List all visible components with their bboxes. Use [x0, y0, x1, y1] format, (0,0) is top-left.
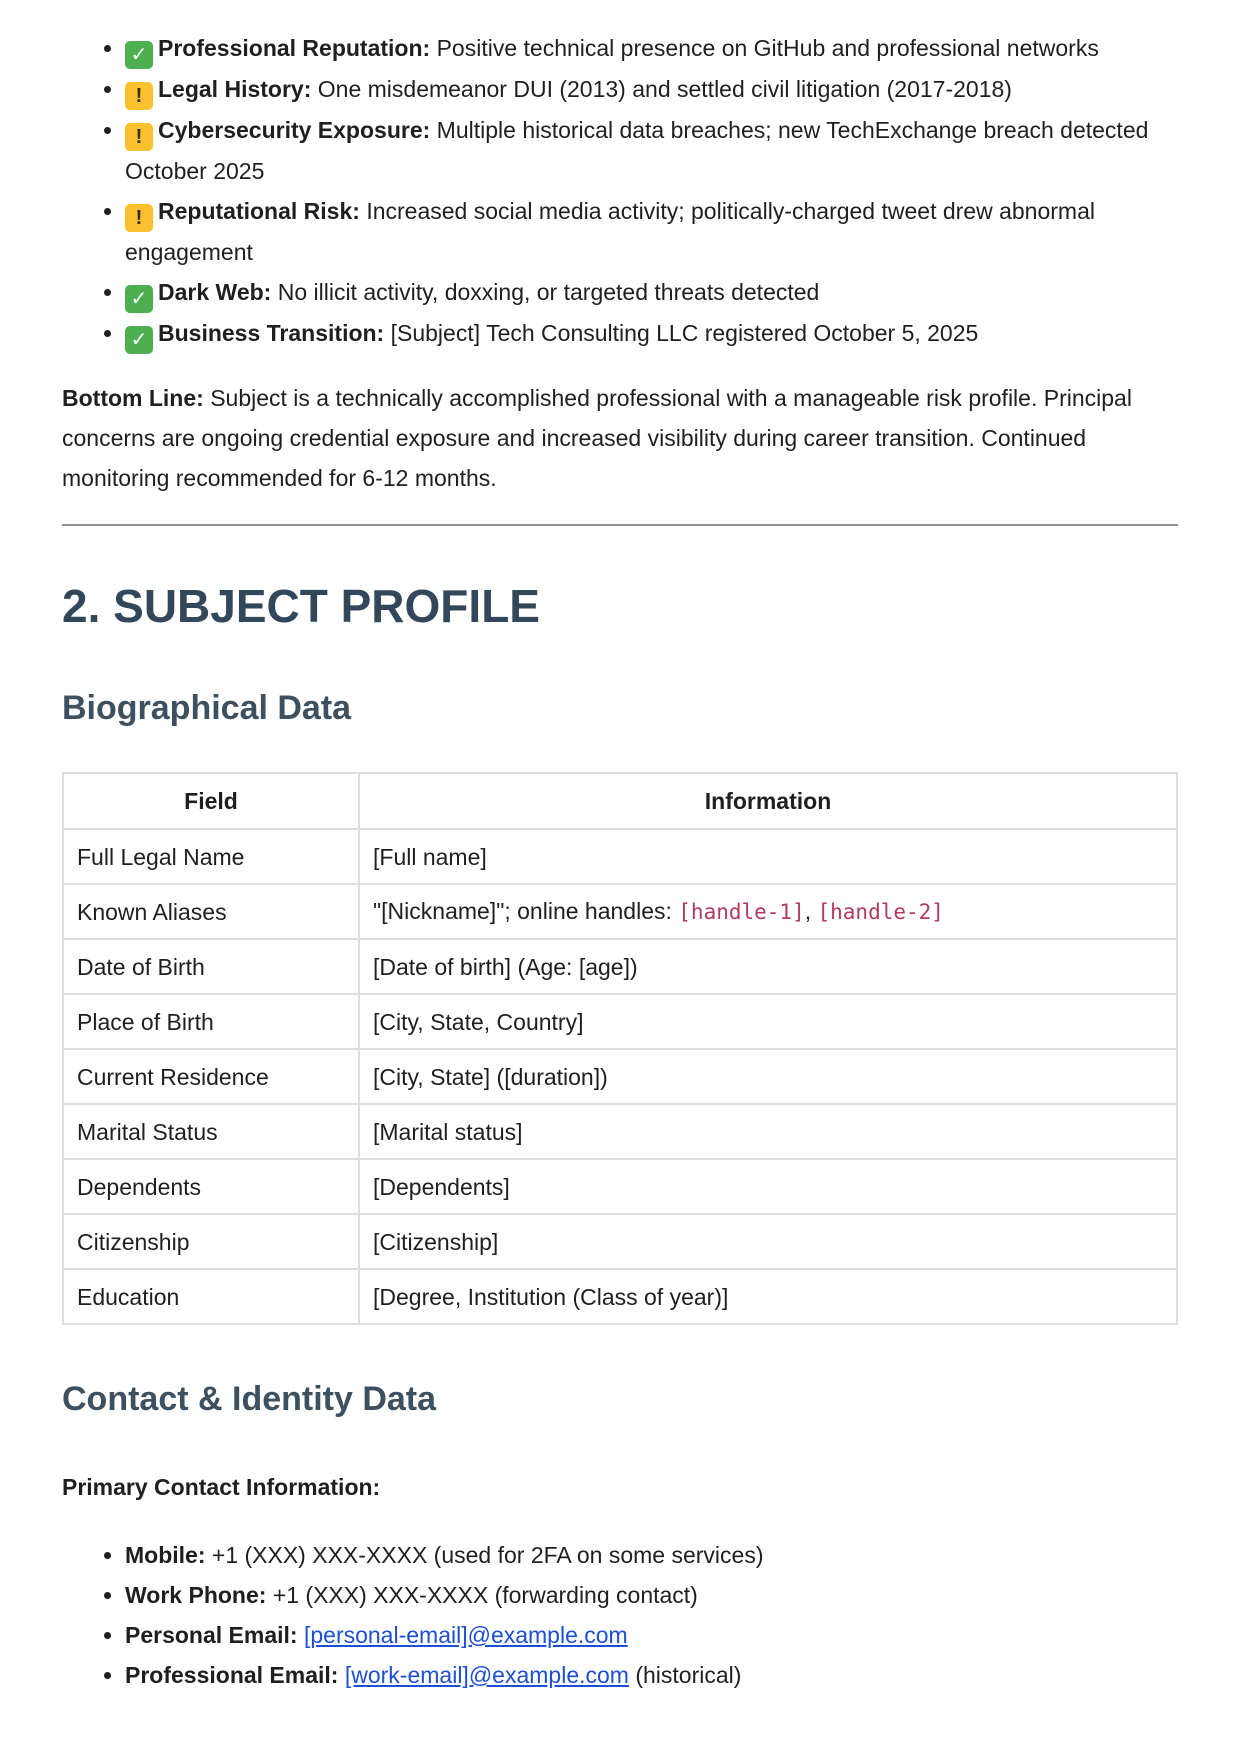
contact-value: +1 (XXX) XXX-XXXX (forwarding contact) — [272, 1582, 698, 1608]
online-handle: [handle-2] — [817, 900, 944, 924]
table-header-row — [63, 773, 1177, 829]
personal-email-link[interactable]: [personal-email]@example.com — [303, 1622, 628, 1648]
findings-list — [62, 28, 1178, 354]
primary-contact-heading: Primary Contact Information: — [62, 1474, 381, 1500]
aliases-text: "[Nickname]"; online handles: — [373, 898, 672, 924]
finding-text: No illicit activity, doxxing, or targeted threats detected — [277, 279, 820, 305]
info-cell: "[Nickname]"; online handles: [handle-1], [handle-2] — [359, 884, 1177, 939]
table-row — [63, 939, 1177, 994]
contact-suffix: (historical) — [628, 1662, 742, 1688]
table-row — [63, 1049, 1177, 1104]
field-cell: Date of Birth — [63, 939, 359, 994]
section-divider — [62, 524, 1178, 526]
info-cell: [Date of birth] (Age: [age]) — [359, 939, 1177, 994]
biographical-data-heading: Biographical Data — [62, 689, 352, 727]
field-cell: Current Residence — [63, 1049, 359, 1104]
table-row — [63, 884, 1177, 939]
finding-item — [125, 313, 1178, 354]
finding-label: Business Transition: — [158, 320, 385, 346]
field-cell: Dependents — [63, 1159, 359, 1214]
table-row — [63, 994, 1177, 1049]
info-cell: [Full name] — [359, 829, 1177, 884]
table-row — [63, 1104, 1177, 1159]
contact-label: Work Phone: — [125, 1582, 267, 1608]
finding-item — [125, 272, 1178, 313]
finding-item — [125, 69, 1178, 110]
contact-label: Mobile: — [125, 1542, 206, 1568]
table-row — [63, 1269, 1177, 1324]
column-header-field: Field — [63, 773, 359, 829]
finding-label: Legal History: — [158, 76, 312, 102]
biographical-data-table — [62, 772, 1178, 1325]
finding-text: One misdemeanor DUI (2013) and settled civil litigation (2017-2018) — [317, 76, 1012, 102]
info-cell: [City, State, Country] — [359, 994, 1177, 1049]
check-mark-icon: ✓ — [125, 326, 153, 354]
finding-label: Professional Reputation: — [158, 35, 431, 61]
finding-item — [125, 110, 1178, 191]
contact-item — [125, 1615, 1178, 1655]
warning-icon: ! — [125, 82, 153, 110]
section-title: 2. SUBJECT PROFILE — [62, 580, 540, 632]
finding-text: Multiple historical data breaches; new TechExchange breach detected October 2025 — [125, 117, 1149, 184]
bottom-line-paragraph — [62, 378, 1178, 498]
contact-identity-heading: Contact & Identity Data — [62, 1380, 437, 1418]
table-row — [63, 1214, 1177, 1269]
table-row — [63, 829, 1177, 884]
field-cell: Known Aliases — [63, 884, 359, 939]
check-mark-icon: ✓ — [125, 41, 153, 69]
contact-label: Personal Email: — [125, 1622, 298, 1648]
check-mark-icon: ✓ — [125, 285, 153, 313]
online-handle: [handle-1] — [678, 900, 805, 924]
professional-email-link[interactable]: [work-email]@example.com — [344, 1662, 629, 1688]
bottom-line-text: Subject is a technically accomplished professional with a manageable risk profile. Principal concerns are ongoing credential exposure and increased visibility during career transition. Continued monitoring recommended for 6-12 months. — [62, 385, 1132, 491]
finding-item — [125, 28, 1178, 69]
field-cell: Citizenship — [63, 1214, 359, 1269]
finding-text: Positive technical presence on GitHub and professional networks — [436, 35, 1099, 61]
finding-item — [125, 191, 1178, 272]
info-cell: [Degree, Institution (Class of year)] — [359, 1269, 1177, 1324]
contact-item — [125, 1535, 1178, 1575]
finding-text: Increased social media activity; politically-charged tweet drew abnormal engagement — [125, 198, 1095, 265]
contact-list — [62, 1535, 1178, 1695]
finding-label: Cybersecurity Exposure: — [158, 117, 431, 143]
column-header-information: Information — [359, 773, 1177, 829]
field-cell: Education — [63, 1269, 359, 1324]
finding-label: Dark Web: — [158, 279, 272, 305]
field-cell: Marital Status — [63, 1104, 359, 1159]
field-cell: Full Legal Name — [63, 829, 359, 884]
table-row — [63, 1159, 1177, 1214]
contact-item — [125, 1655, 1178, 1695]
contact-item — [125, 1575, 1178, 1615]
warning-icon: ! — [125, 123, 153, 151]
warning-icon: ! — [125, 204, 153, 232]
contact-label: Professional Email: — [125, 1662, 339, 1688]
info-cell: [Marital status] — [359, 1104, 1177, 1159]
bottom-line-label: Bottom Line: — [62, 385, 204, 411]
finding-label: Reputational Risk: — [158, 198, 360, 224]
info-cell: [Dependents] — [359, 1159, 1177, 1214]
finding-text: [Subject] Tech Consulting LLC registered October 5, 2025 — [390, 320, 979, 346]
info-cell: [Citizenship] — [359, 1214, 1177, 1269]
contact-value: +1 (XXX) XXX-XXXX (used for 2FA on some services) — [211, 1542, 764, 1568]
info-cell: [City, State] ([duration]) — [359, 1049, 1177, 1104]
field-cell: Place of Birth — [63, 994, 359, 1049]
